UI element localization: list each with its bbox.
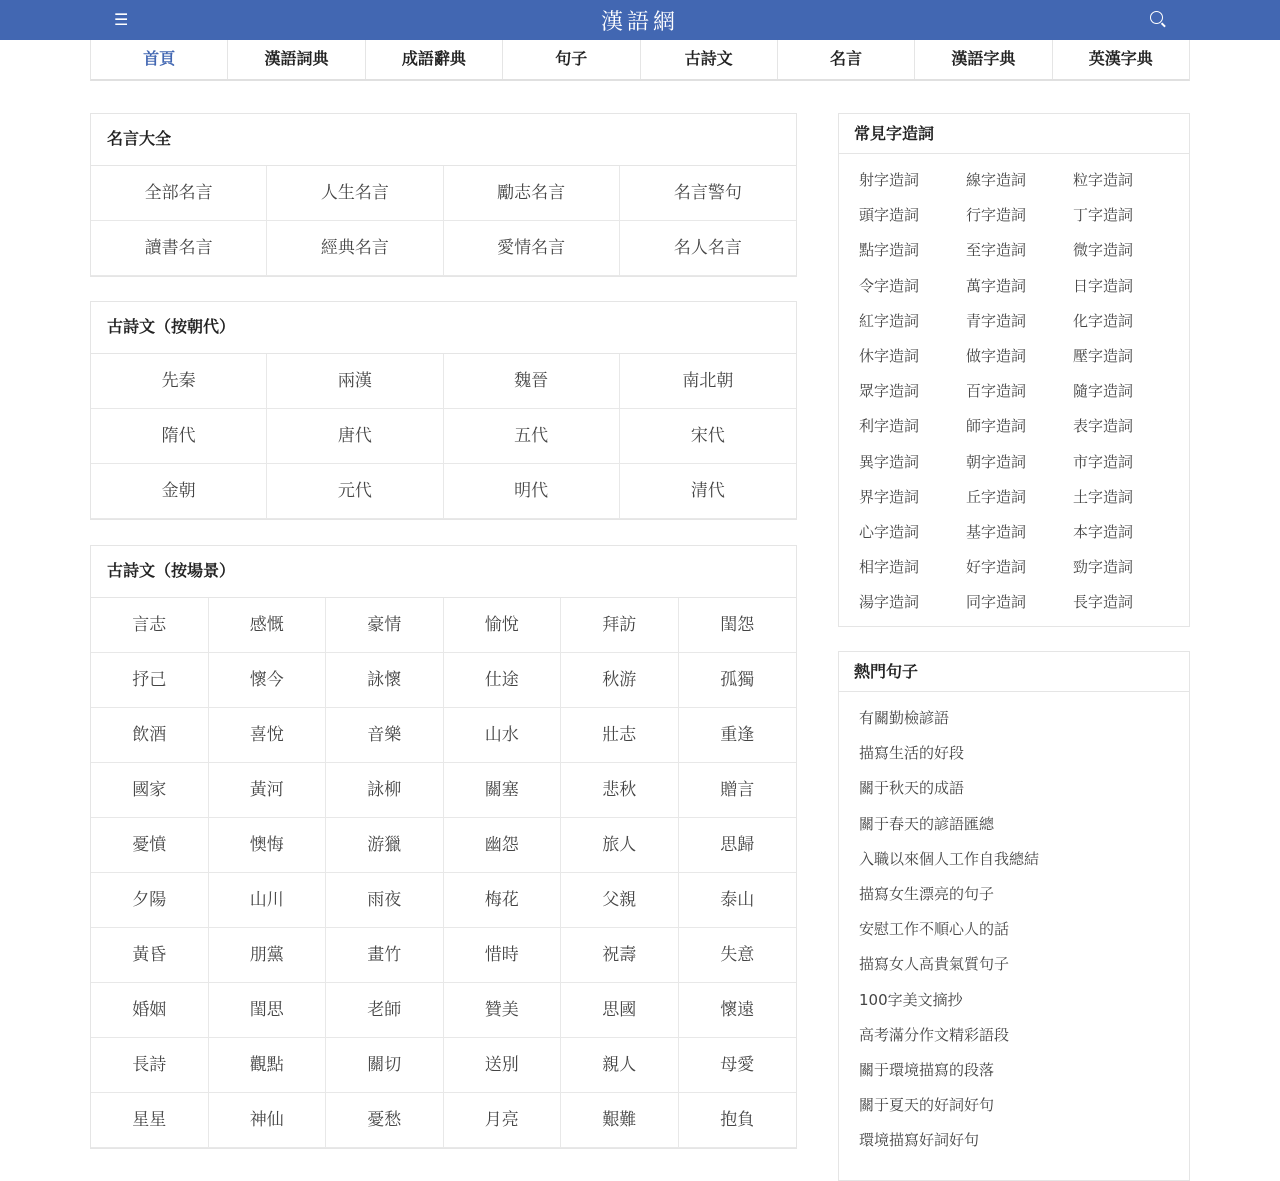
sentence-link[interactable]: 關于春天的諺語匯總 [859,814,995,833]
scene-link[interactable]: 詠懷 [326,653,444,708]
quotes-link[interactable]: 愛情名言 [444,221,620,276]
scene-link[interactable]: 觀點 [209,1038,327,1093]
scene-link[interactable]: 仕途 [444,653,562,708]
scene-link[interactable]: 愉悅 [444,598,562,653]
sentence-link[interactable]: 安慰工作不順心人的話 [859,920,1010,939]
sentence-link[interactable]: 100字美文摘抄 [859,990,963,1009]
sentence-link[interactable]: 描寫生活的好段 [859,744,965,763]
scene-link[interactable]: 憂愁 [326,1093,444,1148]
quotes-link[interactable]: 經典名言 [267,221,443,276]
dynasty-link[interactable]: 兩漢 [267,354,443,409]
dynasty-link[interactable]: 明代 [444,464,620,519]
word-link[interactable]: 心字造詞 [859,522,920,541]
scene-grid [91,598,796,1148]
dynasty-link[interactable]: 南北朝 [620,354,796,409]
scene-link[interactable]: 梅花 [444,873,562,928]
word-link[interactable]: 市字造詞 [1073,452,1134,471]
nav-tab[interactable]: 首頁 [91,40,228,79]
word-link[interactable]: 線字造詞 [966,171,1027,189]
dynasty-link[interactable]: 唐代 [267,409,443,464]
nav-tab[interactable]: 英漢字典 [1088,49,1153,68]
scene-link[interactable]: 飲酒 [91,708,209,763]
word-link[interactable]: 長字造詞 [1073,593,1134,612]
word-link[interactable]: 隨字造詞 [1073,382,1134,401]
sentence-link[interactable]: 關于秋天的成語 [859,779,965,798]
words-list [839,154,1189,620]
scene-link[interactable]: 艱難 [561,1093,679,1148]
scene-link[interactable]: 重逢 [679,708,797,763]
scene-link[interactable]: 夕陽 [91,873,209,928]
quotes-grid [91,166,796,276]
scene-link[interactable]: 思國 [561,983,679,1038]
scene-link[interactable]: 親人 [561,1038,679,1093]
scene-link[interactable]: 山水 [444,708,562,763]
word-link[interactable]: 師字造詞 [966,417,1027,436]
scene-link[interactable]: 旅人 [561,818,679,873]
sentences-list [839,692,1189,1158]
scene-link[interactable]: 喜悅 [209,708,327,763]
quotes-link[interactable]: 人生名言 [267,166,443,221]
scene-link[interactable]: 父親 [561,873,679,928]
scene-link[interactable]: 婚姻 [91,983,209,1038]
scene-link[interactable]: 音樂 [326,708,444,763]
words-panel [838,113,1190,627]
quotes-link[interactable]: 名言警句 [620,166,796,221]
words-title: 常見字造詞 [839,114,1189,154]
quotes-link[interactable]: 名人名言 [620,221,796,276]
scene-link[interactable]: 惜時 [444,928,562,983]
scene-link[interactable]: 關切 [326,1038,444,1093]
dynasty-grid [91,354,796,519]
scene-link[interactable]: 懷今 [209,653,327,708]
sentence-link[interactable]: 有關勤檢諺語 [859,709,950,727]
sentence-link[interactable]: 高考滿分作文精彩語段 [859,1025,1010,1044]
word-link[interactable]: 本字造詞 [1073,522,1134,541]
word-link[interactable]: 相字造詞 [859,558,920,577]
scene-link[interactable]: 雨夜 [326,873,444,928]
scene-link[interactable]: 秋游 [561,653,679,708]
scene-link[interactable]: 贈言 [679,763,797,818]
word-link[interactable]: 日字造詞 [1073,276,1134,295]
quotes-link[interactable]: 讀書名言 [91,221,267,276]
word-link[interactable]: 粒字造詞 [1073,171,1134,189]
word-link[interactable]: 異字造詞 [859,452,920,471]
top-bar [0,0,1280,40]
nav-tab[interactable]: 古詩文 [641,40,778,79]
scene-panel [90,545,797,1149]
scene-link[interactable]: 幽怨 [444,818,562,873]
sentences-panel [838,651,1190,1181]
scene-link[interactable]: 長詩 [91,1038,209,1093]
word-link[interactable]: 青字造詞 [966,311,1027,330]
quotes-panel [90,113,797,277]
word-link[interactable]: 勁字造詞 [1073,558,1134,577]
main-nav [90,40,1190,81]
scene-link[interactable]: 月亮 [444,1093,562,1148]
scene-link[interactable]: 抒己 [91,653,209,708]
scene-link[interactable]: 閨思 [209,983,327,1038]
scene-link[interactable]: 贊美 [444,983,562,1038]
scene-link[interactable]: 感慨 [209,598,327,653]
scene-title: 古詩文（按場景） [91,546,796,598]
quotes-link[interactable]: 勵志名言 [444,166,620,221]
dynasty-link[interactable]: 魏晉 [444,354,620,409]
word-link[interactable]: 眾字造詞 [859,382,920,401]
dynasty-link[interactable]: 隋代 [91,409,267,464]
scene-link[interactable]: 懷遠 [679,983,797,1038]
scene-link[interactable]: 拜訪 [561,598,679,653]
scene-link[interactable]: 言志 [91,598,209,653]
scene-link[interactable]: 抱負 [679,1093,797,1148]
scene-link[interactable]: 送別 [444,1038,562,1093]
scene-link[interactable]: 閨怨 [679,598,797,653]
sentence-link[interactable]: 入職以來個人工作自我總結 [859,849,1040,868]
word-link[interactable]: 表字造詞 [1073,417,1134,436]
word-link[interactable]: 頭字造詞 [859,206,920,225]
nav-tab[interactable]: 成語辭典 [366,40,503,79]
nav-tab[interactable]: 名言 [778,40,915,79]
site-title[interactable]: 漢語網 [600,10,679,35]
word-link[interactable]: 好字造詞 [966,558,1027,577]
word-link[interactable]: 點字造詞 [859,241,920,260]
word-link[interactable]: 至字造詞 [966,241,1027,260]
sentence-link[interactable]: 關于夏天的好詞好句 [859,1096,995,1115]
scene-link[interactable]: 孤獨 [679,653,797,708]
word-link[interactable]: 丘字造詞 [966,487,1027,506]
word-link[interactable]: 萬字造詞 [966,276,1027,295]
scene-link[interactable]: 失意 [679,928,797,983]
dynasty-link[interactable]: 金朝 [91,464,267,519]
scene-link[interactable]: 悲秋 [561,763,679,818]
search-icon[interactable] [1150,11,1163,24]
scene-link[interactable]: 山川 [209,873,327,928]
dynasty-link[interactable]: 宋代 [620,409,796,464]
scene-link[interactable]: 泰山 [679,873,797,928]
scene-link[interactable]: 關塞 [444,763,562,818]
word-link[interactable]: 壓字造詞 [1073,346,1134,365]
word-link[interactable]: 做字造詞 [966,346,1027,365]
dynasty-link[interactable]: 先秦 [91,354,267,409]
dynasty-link[interactable]: 清代 [620,464,796,519]
scene-link[interactable]: 黃河 [209,763,327,818]
word-link[interactable]: 湯字造詞 [859,593,920,612]
scene-link[interactable]: 壯志 [561,708,679,763]
nav-tab[interactable]: 句子 [503,40,640,79]
sentence-link[interactable]: 描寫女生漂亮的句子 [859,884,995,903]
scene-link[interactable]: 憂憤 [91,818,209,873]
scene-link[interactable]: 朋黨 [209,928,327,983]
dynasty-panel [90,301,797,520]
scene-link[interactable]: 畫竹 [326,928,444,983]
word-link[interactable]: 紅字造詞 [859,311,920,330]
scene-link[interactable]: 母愛 [679,1038,797,1093]
word-link[interactable]: 界字造詞 [859,487,920,506]
scene-link[interactable]: 老師 [326,983,444,1038]
dynasty-link[interactable]: 五代 [444,409,620,464]
dynasty-title: 古詩文（按朝代） [91,302,796,354]
word-link[interactable]: 朝字造詞 [966,452,1027,471]
sentence-link[interactable]: 描寫女人高貴氣質句子 [859,955,1010,974]
scene-link[interactable]: 游獵 [326,818,444,873]
word-link[interactable]: 基字造詞 [966,522,1027,541]
menu-icon[interactable]: ☰ [114,10,129,29]
scene-link[interactable]: 思歸 [679,818,797,873]
sentence-link[interactable]: 關于環境描寫的段落 [859,1060,995,1079]
word-link[interactable]: 同字造詞 [966,593,1027,612]
sentences-title: 熱門句子 [839,652,1189,692]
quotes-title: 名言大全 [91,114,796,166]
quotes-link[interactable]: 全部名言 [91,166,267,221]
word-link[interactable]: 土字造詞 [1073,487,1134,506]
word-link[interactable]: 微字造詞 [1073,241,1134,260]
word-link[interactable]: 令字造詞 [859,276,920,295]
sentence-link[interactable]: 環境描寫好詞好句 [859,1131,980,1150]
scene-link[interactable]: 祝壽 [561,928,679,983]
scene-link[interactable]: 黃昏 [91,928,209,983]
word-link[interactable]: 利字造詞 [859,417,920,436]
word-link[interactable]: 射字造詞 [859,171,920,189]
scene-link[interactable]: 豪情 [326,598,444,653]
word-link[interactable]: 丁字造詞 [1073,206,1134,225]
scene-link[interactable]: 懊悔 [209,818,327,873]
scene-link[interactable]: 詠柳 [326,763,444,818]
nav-tab[interactable]: 漢語詞典 [228,40,365,79]
word-link[interactable]: 休字造詞 [859,346,920,365]
word-link[interactable]: 行字造詞 [966,206,1027,225]
scene-link[interactable]: 國家 [91,763,209,818]
dynasty-link[interactable]: 元代 [267,464,443,519]
word-link[interactable]: 百字造詞 [966,382,1027,401]
scene-link[interactable]: 神仙 [209,1093,327,1148]
nav-tab[interactable]: 漢語字典 [915,40,1052,79]
word-link[interactable]: 化字造詞 [1073,311,1134,330]
scene-link[interactable]: 星星 [91,1093,209,1148]
